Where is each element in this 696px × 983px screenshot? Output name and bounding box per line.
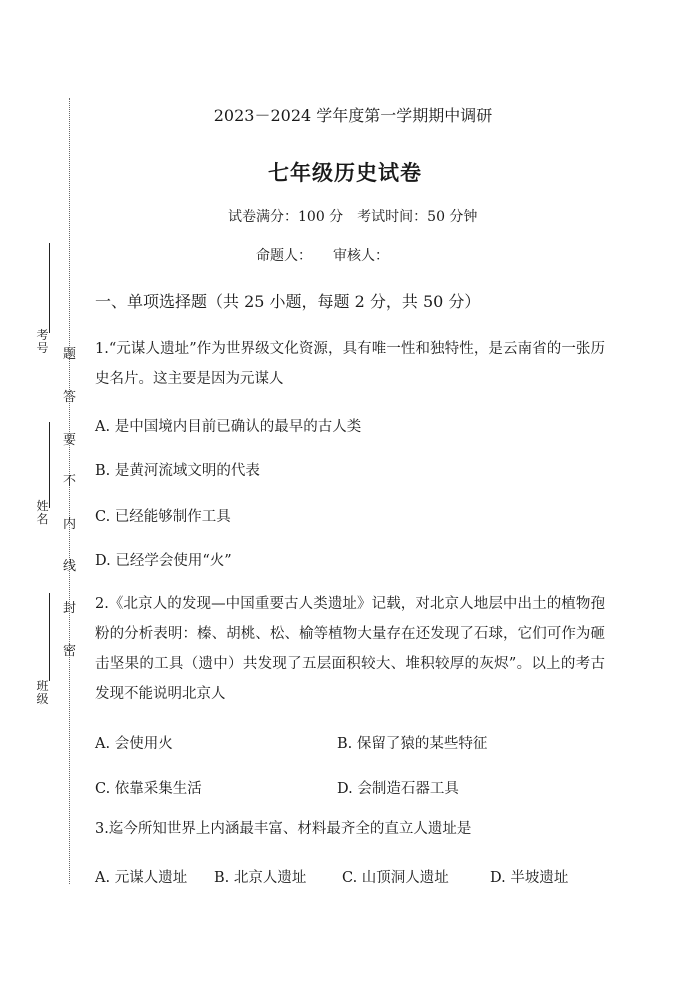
question-stem: 1.“元谋人遗址”作为世界级文化资源，具有唯一性和独特性，是云南省的一张历史名片。这主要是因为元谋人: [95, 341, 605, 387]
seal-char: 要: [63, 433, 77, 448]
option: B. 北京人遗址: [214, 870, 307, 886]
seal-char: 封: [63, 601, 77, 616]
exam-term-title: 2023－2024 学年度第一学期期中调研: [213, 106, 493, 125]
section-heading: 一、单项选择题（共 25 小题，每题 2 分，共 50 分）: [95, 292, 481, 311]
seal-char: 不: [63, 474, 77, 489]
seal-char: 题: [63, 347, 77, 362]
name-underline: [49, 422, 50, 508]
option: A. 元谋人遗址: [95, 870, 188, 886]
binding-dotted-line: [69, 98, 70, 884]
seal-char: 答: [63, 390, 77, 405]
option: D. 半坡遗址: [490, 870, 569, 886]
page-title: 七年级历史试卷: [268, 160, 422, 185]
exam-info: 试卷满分：100 分 考试时间：50 分钟: [228, 209, 478, 225]
setters-line: 命题人： 审核人：: [256, 248, 389, 264]
class-label: 班级: [36, 679, 49, 706]
exam-no-underline: [49, 243, 50, 333]
option: C. 山顶洞人遗址: [342, 870, 449, 886]
seal-char: 密: [63, 644, 77, 659]
question-stem: 2.《北京人的发现—中国重要古人类遗址》记载，对北京人地层中出土的植物孢粉的分析表明：榛、胡桃、松、榆等植物大量存在还发现了石球，它们可作为砸击坚果的工具（遗中）共发现了五层面积较大、堆积较厚的灰烬”。以上的考古发现不能说明北京人: [95, 596, 605, 702]
exam-no-label: 考号: [36, 328, 49, 355]
seal-char: 内: [63, 517, 77, 532]
question-stem: 3.迄今所知世界上内涵最丰富、材料最齐全的直立人遗址是: [95, 821, 472, 837]
option: A. 会使用火: [95, 736, 173, 752]
option: B. 保留了猿的某些特征: [337, 736, 488, 752]
option: C. 依靠采集生活: [95, 781, 202, 797]
option: A. 是中国境内目前已确认的最早的古人类: [95, 419, 362, 435]
name-label: 姓名: [36, 499, 49, 526]
option: D. 已经学会使用“火”: [95, 553, 232, 569]
class-underline: [49, 593, 50, 681]
option: D. 会制造石器工具: [337, 781, 459, 797]
option: B. 是黄河流域文明的代表: [95, 463, 260, 479]
option: C. 已经能够制作工具: [95, 509, 231, 525]
seal-char: 线: [63, 559, 77, 574]
